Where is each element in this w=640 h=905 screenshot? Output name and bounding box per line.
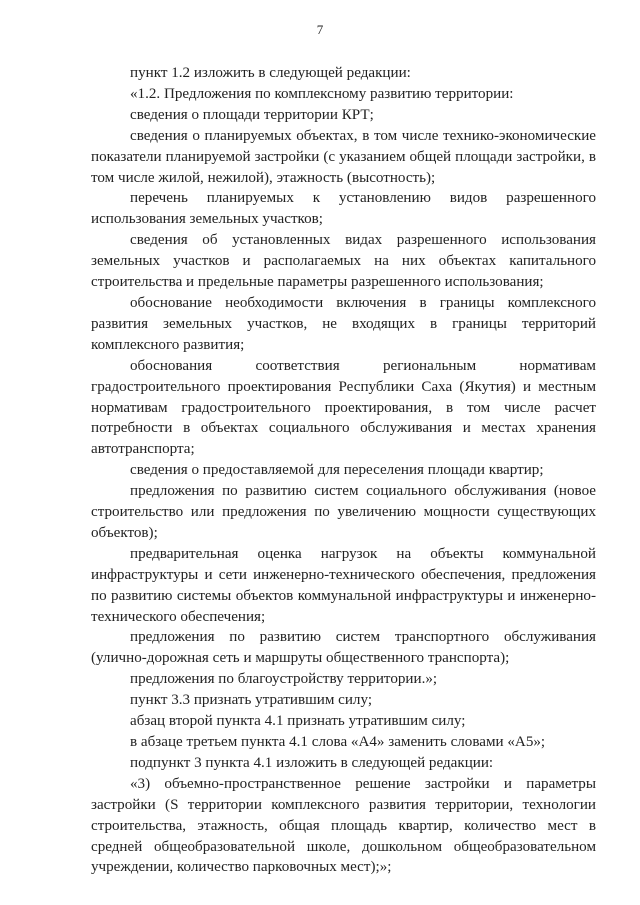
paragraph: перечень планируемых к установлению видов разрешенного использования земельных участков; — [91, 190, 596, 228]
paragraph: предложения по благоустройству территории.»; — [130, 671, 438, 688]
paragraph: предварительная оценка нагрузок на объекты коммунальной инфраструктуры и сети инженерно-технического обеспечения, предложения по развитию системы объектов коммунальной инфраструктуры и инженерно-технического обеспечения; — [91, 545, 596, 625]
document-body — [91, 63, 596, 878]
paragraph: обоснования соответствия региональным нормативам градостроительного проектирования Республики Саха (Якутия) и местным нормативам градостроительного проектирования, в том числе расчет потребности в объектах социального обслуживания и местах хранения автотранспорта; — [91, 357, 596, 458]
paragraph: сведения об установленных видах разрешенного использования земельных участков и располагаемых на них объектах капитального строительства и предельные параметры разрешенного использования; — [91, 232, 596, 291]
paragraph: «1.2. Предложения по комплексному развитию территории: — [130, 85, 514, 102]
paragraph: сведения о планируемых объектах, в том числе технико-экономические показатели планируемой застройки (с указанием общей площади застройки, в том числе жилой, нежилой), этажность (высотность); — [91, 127, 596, 186]
paragraph: пункт 3.3 признать утратившим силу; — [130, 692, 373, 709]
page-number: 7 — [316, 22, 324, 37]
paragraph: подпункт 3 пункта 4.1 изложить в следующей редакции: — [130, 754, 494, 771]
paragraph: «3) объемно-пространственное решение застройки и параметры застройки (S территории комплексного развития территории, технологии строительства, этажность, общая площадь квартир, количество мест в средней общеобразовательной школе, дошкольном общеобразовательном учреждении, количество парковочных мест);»; — [91, 775, 596, 876]
paragraph: в абзаце третьем пункта 4.1 слова «А4» заменить словами «А5»; — [130, 734, 546, 750]
paragraph: сведения о площади территории КРТ; — [130, 106, 374, 123]
paragraph: пункт 1.2 изложить в следующей редакции: — [130, 65, 411, 81]
paragraph: обоснование необходимости включения в границы комплексного развития земельных участков, не входящих в границы территорий комплексного развития; — [91, 294, 596, 353]
paragraph: сведения о предоставляемой для переселения площади квартир; — [130, 462, 544, 479]
paragraph: абзац второй пункта 4.1 признать утратившим силу; — [130, 713, 466, 730]
paragraph: предложения по развитию систем социального обслуживания (новое строительство или предложения по увеличению мощности существующих объектов); — [91, 483, 596, 541]
paragraph: предложения по развитию систем транспортного обслуживания (улично-дорожная сеть и маршруты общественного транспорта); — [91, 629, 596, 667]
